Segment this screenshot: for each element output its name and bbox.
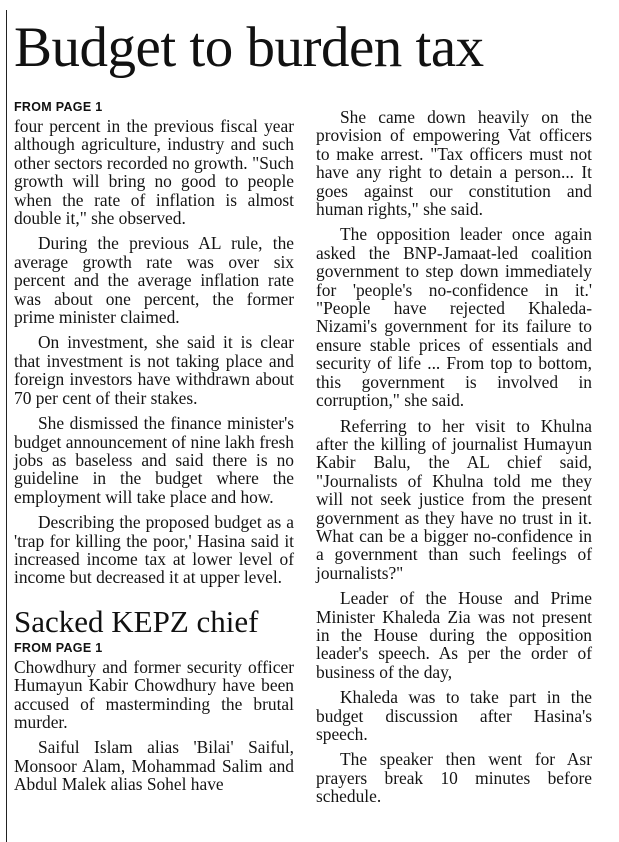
article-paragraph: Saiful Islam alias 'Bilai' Saiful, Monsoor Alam, Mohammad Salim and Abdul Malek alias Sohel have [14, 737, 294, 795]
second-story-headline: Sacked KEPZ chief [14, 603, 259, 639]
article-paragraph: During the previous AL rule, the average growth rate was over six percent and the average inflation rate was about one percent, the former prime minister claimed. [14, 233, 294, 328]
article-paragraph: Khaleda was to take part in the budget discussion after Hasina's speech. [316, 687, 592, 744]
article-paragraph: Referring to her visit to Khulna after the killing of journalist Humayun Kabir Balu, the AL chief said, "Journalists of Khulna told me they will not seek justice from the present government as they have no trust in it. What can be a bigger no-confidence in a government than such feelings of journalists?" [316, 415, 592, 583]
from-page-kicker-2: FROM PAGE 1 [14, 640, 103, 655]
from-page-kicker: FROM PAGE 1 [14, 100, 103, 114]
article-paragraph: Chowdhury and former security officer Humayun Kabir Chowdhury have been accused of masterminding the brutal murder. [14, 656, 294, 732]
column-rule [6, 10, 7, 842]
page-title: Budget to burden tax [14, 16, 484, 79]
article-paragraph: Leader of the House and Prime Minister Khaleda Zia was not present in the House during the opposition leader's speech. As per the order of business of the day, [316, 588, 592, 682]
article-paragraph: She came down heavily on the provision of empowering Vat officers to make arrest. "Tax officers must not have any right to detain a person... It goes against our constitution and human rights," she said. [316, 107, 592, 220]
left-column [14, 100, 294, 801]
article-paragraph: four percent in the previous fiscal year although agriculture, industry and such other sectors recorded no growth. "Such growth will bring no good to people when the rate of inflation is almost double it," she observed. [14, 116, 294, 229]
article-paragraph: Describing the proposed budget as a 'trap for killing the poor,' Hasina said it increased income tax at lower level of income but decreased it at upper level. [14, 512, 294, 588]
article-paragraph: She dismissed the finance minister's budget announcement of nine lakh fresh jobs as baseless and said there is no guideline in the budget where the employment will take place and how. [14, 413, 294, 507]
right-column [316, 108, 592, 813]
article-paragraph: The opposition leader once again asked the BNP-Jamaat-led coalition government to step down immediately for 'people's no-confidence in it.' "People have rejected Khaleda-Nizami's government for its failure to ensure stable prices of essentials and security of life ... From top to bottom, this government is involved in corruption," she said. [316, 224, 592, 411]
article-paragraph: The speaker then went for Asr prayers break 10 minutes before schedule. [316, 749, 592, 807]
article-paragraph: On investment, she said it is clear that investment is not taking place and foreign investors have withdrawn about 70 per cent of their stakes. [14, 332, 294, 408]
